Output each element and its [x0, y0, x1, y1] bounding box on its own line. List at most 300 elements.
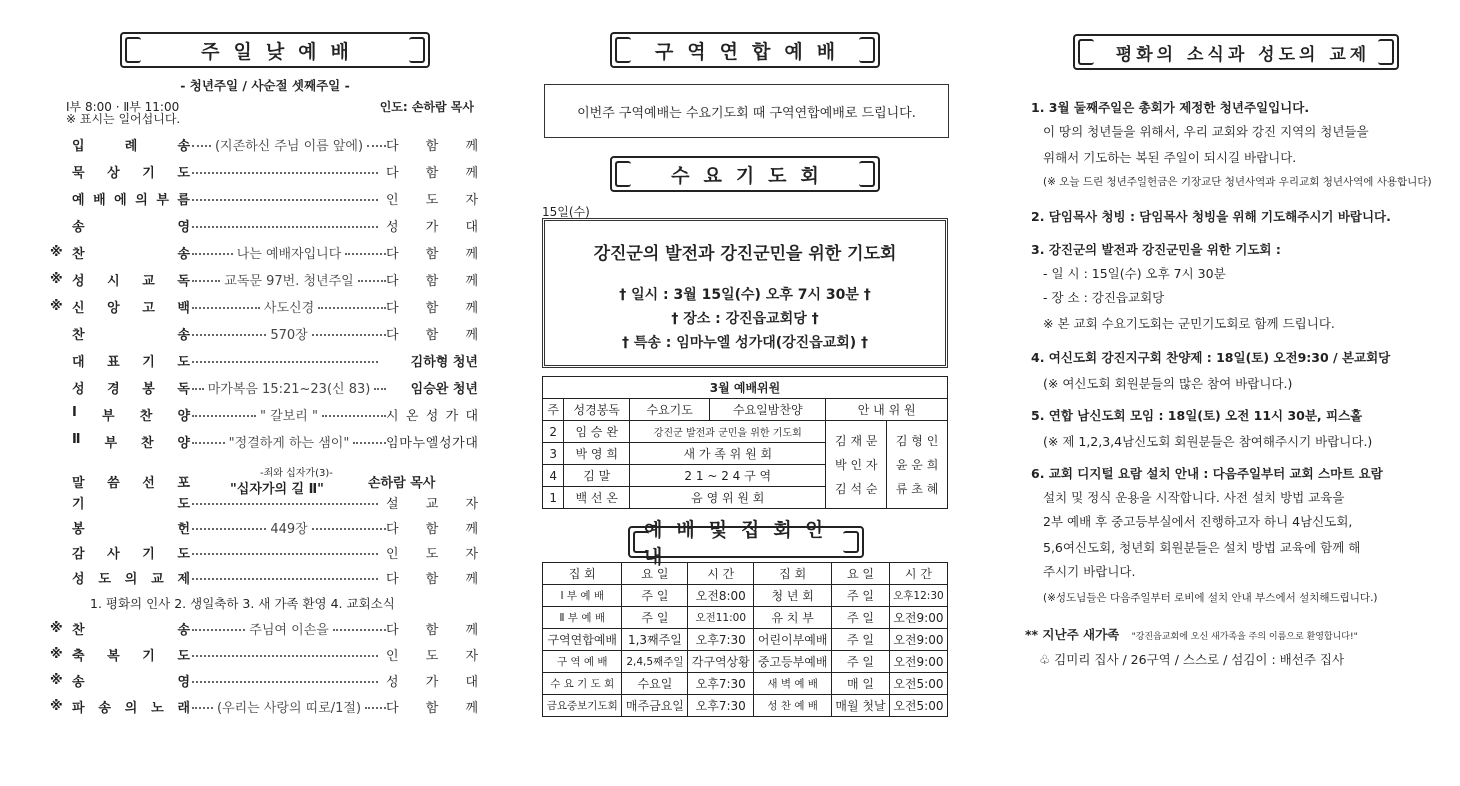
reader-cell: 백 선 온	[564, 487, 630, 509]
sermon-title: 말 씀 선 포	[72, 476, 190, 491]
item-content	[192, 357, 386, 363]
char: 께	[465, 246, 478, 262]
char: 온	[405, 408, 419, 424]
item-title	[72, 697, 190, 716]
prayer-date: 15일(수)	[542, 205, 590, 219]
schedule-banner	[628, 519, 864, 568]
content-text: 570장	[266, 324, 311, 343]
char: 름	[177, 192, 190, 208]
order-item	[50, 670, 478, 690]
item-content	[192, 324, 386, 343]
char: 엘	[425, 435, 439, 451]
char: 설	[386, 496, 399, 512]
char: Ⅰ	[72, 404, 77, 420]
char: 영	[177, 219, 190, 235]
item-title	[72, 568, 190, 587]
char: 예	[72, 192, 85, 208]
item-title	[72, 518, 190, 537]
char: 독	[177, 381, 190, 397]
schedule-cell: 오전9:00	[889, 607, 947, 629]
char: 함	[425, 165, 439, 181]
item-person	[386, 493, 478, 512]
char: 도	[98, 571, 111, 587]
content-text: "정결하게 하는 샘이"	[225, 432, 354, 451]
item-title	[72, 162, 190, 181]
news-line: 설치 및 정식 운용을 시작합니다. 사전 설치 방법 교육을	[1043, 490, 1345, 505]
item-content	[192, 243, 386, 262]
schedule-row	[543, 607, 948, 629]
schedule-cell: 수요일	[622, 673, 688, 695]
char: 다	[386, 521, 399, 537]
news-line: - 일 시 : 15일(수) 오후 7시 30분	[1043, 266, 1226, 281]
schedule-cell: 유 치 부	[754, 607, 832, 629]
schedule-cell: 주 일	[622, 585, 688, 607]
char: 헌	[177, 521, 190, 537]
item-content	[192, 518, 386, 537]
char: 도	[177, 165, 190, 181]
prayer-cell: 2 1 ~ 2 4 구 역	[630, 465, 826, 487]
order-item	[50, 517, 478, 537]
char: 노	[151, 700, 164, 716]
char: 사	[107, 546, 120, 562]
reader-cell: 임 승 완	[564, 421, 630, 443]
item-title	[72, 671, 190, 690]
char: 봉	[72, 521, 85, 537]
stand-mark: ※	[50, 646, 63, 662]
char: 성	[386, 674, 399, 690]
schedule-cell: 성 찬 예 배	[754, 695, 832, 717]
banner-text: 주일낮예배	[201, 40, 363, 63]
char: 임승완 청년	[410, 381, 478, 397]
usher: 김 석 순	[835, 481, 878, 496]
char: 함	[425, 521, 439, 537]
char: 기	[72, 496, 85, 512]
char: 찬	[72, 327, 85, 343]
news-line: 2. 담임목사 청빙 : 담임목사 청빙을 위해 기도해주시기 바랍니다.	[1031, 209, 1391, 224]
item-person	[386, 243, 478, 262]
char: 함	[425, 327, 439, 343]
item-person	[386, 697, 478, 716]
char: 송	[98, 700, 111, 716]
wednesday-prayer-banner	[610, 156, 880, 192]
stand-mark: ※	[50, 298, 63, 314]
char: 함	[425, 700, 439, 716]
char: 입	[72, 138, 85, 154]
char: 마	[399, 435, 412, 451]
char: 도	[425, 648, 439, 664]
item-title	[72, 378, 190, 397]
char: 감	[72, 546, 85, 562]
order-item	[50, 323, 478, 343]
prayer-cell: 강진군 발전과 군민을 위한 기도회	[630, 421, 826, 443]
schedule-cell: 오전5:00	[889, 673, 947, 695]
prayer-special-song: † 특송 : 임마누엘 성가대(강진읍교회) †	[621, 335, 869, 351]
news-line: 2부 예배 후 중고등부실에서 진행하고자 하니 4남신도회,	[1043, 514, 1353, 529]
preacher: 손하람 목사	[368, 476, 436, 491]
char: 함	[425, 273, 439, 289]
content-text: 449장	[266, 518, 311, 537]
char: 제	[177, 571, 190, 587]
order-item	[50, 188, 478, 208]
schedule-cell: 오후7:30	[688, 673, 754, 695]
fellowship-items: 1. 평화의 인사 2. 생일축하 3. 새 가족 환영 4. 교회소식	[90, 596, 395, 611]
char: 신	[72, 300, 85, 316]
char: 께	[465, 521, 478, 537]
schedule-cell: 주 일	[832, 651, 890, 673]
col-header: 집 회	[754, 563, 832, 585]
item-person	[386, 518, 478, 537]
schedule-cell: 오전9:00	[889, 629, 947, 651]
char: 누	[412, 435, 426, 451]
item-title	[72, 619, 190, 638]
order-item	[50, 269, 478, 289]
char: 에	[114, 192, 127, 208]
char: 께	[465, 327, 478, 343]
char: 래	[177, 700, 190, 716]
schedule-cell: 오후7:30	[688, 695, 754, 717]
char: 께	[465, 700, 478, 716]
order-item	[50, 542, 478, 562]
char: 성	[72, 381, 85, 397]
schedule-cell: 어린이부예배	[754, 629, 832, 651]
char: 자	[465, 546, 478, 562]
committee-header-row	[543, 399, 948, 421]
char: Ⅱ	[72, 431, 81, 447]
char: 교	[425, 496, 439, 512]
char: 찬	[72, 246, 85, 262]
char: 기	[142, 354, 155, 370]
district-notice: 이번주 구역예배는 수요기도회 때 구역연합예배로 드립니다.	[544, 84, 949, 138]
char: 다	[386, 138, 399, 154]
schedule-cell: 각구역상황	[688, 651, 754, 673]
char: 다	[386, 327, 399, 343]
char: 축	[72, 648, 85, 664]
schedule-cell: 오전8:00	[688, 585, 754, 607]
char: 자	[465, 496, 478, 512]
worship-leader: 인도: 손하람 목사	[379, 100, 474, 114]
char: 도	[177, 648, 190, 664]
item-content	[192, 549, 386, 555]
char: 대	[465, 674, 478, 690]
item-content	[192, 270, 386, 289]
char: 가	[445, 408, 459, 424]
week-cell: 2	[543, 421, 564, 443]
news-line: ※ 본 교회 수요기도회는 군민기도회로 함께 드립니다.	[1043, 316, 1335, 331]
char: 부	[104, 435, 118, 451]
item-person	[386, 568, 478, 587]
char: 독	[177, 273, 190, 289]
service-times: Ⅰ부 8:00 · Ⅱ부 11:00	[66, 100, 180, 114]
char: 도	[177, 354, 190, 370]
char: 께	[465, 571, 478, 587]
schedule-cell: 주 일	[832, 629, 890, 651]
schedule-cell: 매주금요일	[622, 695, 688, 717]
col-header: 안 내 위 원	[826, 399, 948, 421]
char: 다	[386, 700, 399, 716]
schedule-row	[543, 651, 948, 673]
char: 함	[425, 622, 439, 638]
banner-text: 평화의 소식과 성도의 교제	[1115, 44, 1371, 65]
item-content	[192, 677, 386, 683]
char: 자	[465, 192, 478, 208]
char: 의	[124, 700, 138, 716]
char: 성	[72, 273, 85, 289]
char: 대	[465, 435, 478, 451]
item-person	[386, 619, 478, 638]
news-line: - 장 소 : 강진읍교회당	[1043, 290, 1165, 305]
char: 송	[72, 674, 85, 690]
item-title	[72, 324, 190, 343]
char: 함	[425, 246, 439, 262]
char: 인	[386, 192, 399, 208]
char: 도	[425, 192, 439, 208]
item-person	[386, 216, 478, 235]
char: 임	[386, 435, 399, 451]
order-item	[50, 134, 478, 154]
content-text: 교독문 97번. 청년주일	[220, 270, 357, 289]
char: 교	[151, 571, 164, 587]
char: 함	[425, 300, 439, 316]
news-line: 4. 여신도회 강진지구회 찬양제 : 18일(토) 오전9:30 / 본교회당	[1031, 350, 1391, 365]
middle-column	[540, 0, 950, 786]
committee-table	[542, 376, 948, 509]
item-content	[192, 168, 386, 174]
item-title	[72, 543, 190, 562]
usher: 김 형 인	[895, 433, 939, 448]
stand-mark: ※	[50, 672, 63, 688]
newcomer-label: ** 지난주 새가족	[1025, 627, 1120, 642]
item-title	[72, 645, 190, 664]
content-text: 마가복음 15:21~23(신 83)	[204, 378, 375, 397]
news-line: 위해서 기도하는 복된 주일이 되시길 바랍니다.	[1043, 150, 1297, 165]
news-column	[1025, 0, 1440, 786]
item-title	[72, 297, 190, 316]
char: 도	[177, 496, 190, 512]
item-content	[192, 697, 386, 716]
sunday-worship-banner	[120, 32, 430, 68]
col-header: 수요기도	[630, 399, 710, 421]
schedule-cell: 주 일	[832, 585, 890, 607]
schedule-cell: 청 년 회	[754, 585, 832, 607]
item-person	[386, 432, 478, 451]
prayer-details	[545, 283, 945, 355]
schedule-table	[542, 562, 948, 717]
char: 다	[386, 273, 399, 289]
char: 찬	[72, 622, 85, 638]
item-title	[72, 270, 190, 289]
char: 의	[135, 192, 148, 208]
col-header: 성경봉독	[564, 399, 630, 421]
char: 백	[177, 300, 190, 316]
char: 송	[72, 219, 85, 235]
order-item	[50, 696, 478, 716]
item-content	[192, 405, 386, 424]
order-item	[50, 161, 478, 181]
banner-text: 구역연합예배	[654, 40, 850, 63]
committee-title: 3월 예배위원	[543, 377, 948, 399]
char: 성	[386, 219, 399, 235]
schedule-cell: 금요중보기도회	[543, 695, 622, 717]
char: 묵	[72, 165, 85, 181]
char: 다	[386, 165, 399, 181]
schedule-cell: 2,4,5째주일	[622, 651, 688, 673]
district-worship-banner	[610, 32, 880, 68]
usher: 윤 운 희	[895, 457, 939, 472]
item-content	[192, 499, 386, 505]
item-title	[72, 216, 190, 235]
usher: 박 인 자	[835, 457, 878, 472]
char: 시	[107, 273, 120, 289]
col-header: 시 간	[688, 563, 754, 585]
char: 도	[425, 546, 439, 562]
char: 봉	[142, 381, 155, 397]
schedule-cell: 오전11:00	[688, 607, 754, 629]
table-row	[543, 421, 948, 443]
prayer-cell: 새 가 족 위 원 회	[630, 443, 826, 465]
news-line: (※성도님들은 다음주일부터 로비에 설치 안내 부스에서 설치해드립니다.)	[1043, 592, 1378, 604]
item-title	[72, 405, 190, 424]
usher: 류 초 혜	[895, 481, 939, 496]
char: 상	[107, 165, 120, 181]
char: 송	[177, 327, 190, 343]
item-person	[386, 378, 478, 397]
news-line: (※ 여신도회 회원분들의 많은 참여 바랍니다.)	[1043, 376, 1293, 391]
news-line: 이 땅의 청년들을 위해서, 우리 교회와 강진 지역의 청년들을	[1043, 124, 1369, 139]
col-header: 수요일밤찬양	[710, 399, 826, 421]
item-person	[386, 189, 478, 208]
order-item	[50, 644, 478, 664]
item-person	[386, 351, 478, 370]
item-title	[72, 351, 190, 370]
item-person	[386, 162, 478, 181]
char: 성	[425, 408, 439, 424]
schedule-cell: 매월 첫날	[832, 695, 890, 717]
order-item	[50, 377, 478, 397]
item-content	[192, 651, 386, 657]
char: 께	[465, 165, 478, 181]
standing-note: ※ 표시는 일어섭니다.	[66, 112, 181, 126]
col-header: 시 간	[889, 563, 947, 585]
schedule-cell: 오후7:30	[688, 629, 754, 651]
usher: 김 재 문	[835, 433, 878, 448]
content-text: (지존하신 주님 이름 앞에)	[211, 135, 367, 154]
char: 기	[142, 165, 155, 181]
char: 표	[107, 354, 120, 370]
item-person	[386, 671, 478, 690]
char: 다	[386, 300, 399, 316]
item-person	[386, 405, 478, 424]
item-title	[72, 189, 190, 208]
news-line: 1. 3월 둘째주일은 총회가 제정한 청년주일입니다.	[1031, 100, 1310, 115]
item-content	[192, 432, 386, 451]
char: 송	[177, 138, 190, 154]
schedule-row	[543, 629, 948, 651]
char: 례	[124, 138, 138, 154]
order-item	[50, 618, 478, 638]
col-header: 주	[543, 399, 564, 421]
news-line: 3. 강진군의 발전과 강진군민을 위한 기도회 :	[1031, 242, 1281, 257]
schedule-cell: 매 일	[832, 673, 890, 695]
schedule-header-row	[543, 563, 948, 585]
content-text: 나는 예배자입니다	[233, 243, 346, 262]
week-cell: 1	[543, 487, 564, 509]
item-content	[192, 378, 386, 397]
char: 함	[425, 138, 439, 154]
char: 김하형 청년	[410, 354, 478, 370]
char: 가	[452, 435, 465, 451]
content-text: 주님여 이손을	[245, 619, 332, 638]
newcomer: ♧ 김미리 집사 / 26구역 / 스스로 / 섬김이 : 배선주 집사	[1039, 652, 1345, 667]
char: 께	[465, 300, 478, 316]
char: 영	[177, 674, 190, 690]
char: 께	[465, 273, 478, 289]
week-cell: 3	[543, 443, 564, 465]
char: 찬	[140, 435, 154, 451]
char: 교	[142, 273, 155, 289]
char: 배	[93, 192, 106, 208]
banner-text: 수요기도회	[671, 164, 833, 187]
order-item	[50, 567, 478, 587]
stand-mark: ※	[50, 698, 63, 714]
news-line: 5. 연합 남신도회 모임 : 18일(토) 오전 11시 30분, 피스홀	[1031, 408, 1363, 423]
sermon-series: -죄와 십자가(3)-	[260, 468, 333, 479]
item-content	[192, 619, 386, 638]
char: 께	[465, 622, 478, 638]
char: 대	[72, 354, 85, 370]
prayer-title: 강진군의 발전과 강진군민을 위한 기도회	[593, 244, 897, 264]
order-item	[50, 350, 478, 370]
col-header: 요 일	[622, 563, 688, 585]
char: 부	[102, 408, 115, 424]
stand-mark: ※	[50, 620, 63, 636]
char: 양	[177, 408, 190, 424]
char: 의	[124, 571, 138, 587]
week-cell: 4	[543, 465, 564, 487]
char: 양	[177, 435, 190, 451]
char: 다	[386, 622, 399, 638]
char: 께	[465, 138, 478, 154]
char: 부	[156, 192, 169, 208]
char: 도	[177, 546, 190, 562]
news-line: (※ 제 1,2,3,4남신도회 회원분들은 참여해주시기 바랍니다.)	[1043, 434, 1373, 449]
schedule-cell: Ⅰ 부 예 배	[543, 585, 622, 607]
schedule-row	[543, 695, 948, 717]
char: 다	[386, 571, 399, 587]
char: 고	[142, 300, 155, 316]
prayer-time: † 일시 : 3월 15일(수) 오후 7시 30분 †	[619, 287, 871, 303]
char: 대	[465, 408, 478, 424]
item-person	[386, 543, 478, 562]
item-person	[386, 324, 478, 343]
subtitle: - 청년주일 / 사순절 셋째주일 -	[180, 78, 350, 93]
char: 인	[386, 546, 399, 562]
item-person	[386, 270, 478, 289]
reader-cell: 박 영 희	[564, 443, 630, 465]
order-item	[50, 492, 478, 512]
char: 성	[438, 435, 452, 451]
item-person	[386, 297, 478, 316]
char: 가	[425, 674, 439, 690]
char: 성	[72, 571, 85, 587]
char: 경	[107, 381, 120, 397]
col-header: 요 일	[832, 563, 890, 585]
prayer-cell: 음 영 위 원 회	[630, 487, 826, 509]
char: 다	[386, 246, 399, 262]
content-text: 사도신경	[260, 297, 318, 316]
stand-mark: ※	[50, 244, 63, 260]
schedule-cell: 새 벽 예 배	[754, 673, 832, 695]
stand-mark: ※	[50, 271, 63, 287]
